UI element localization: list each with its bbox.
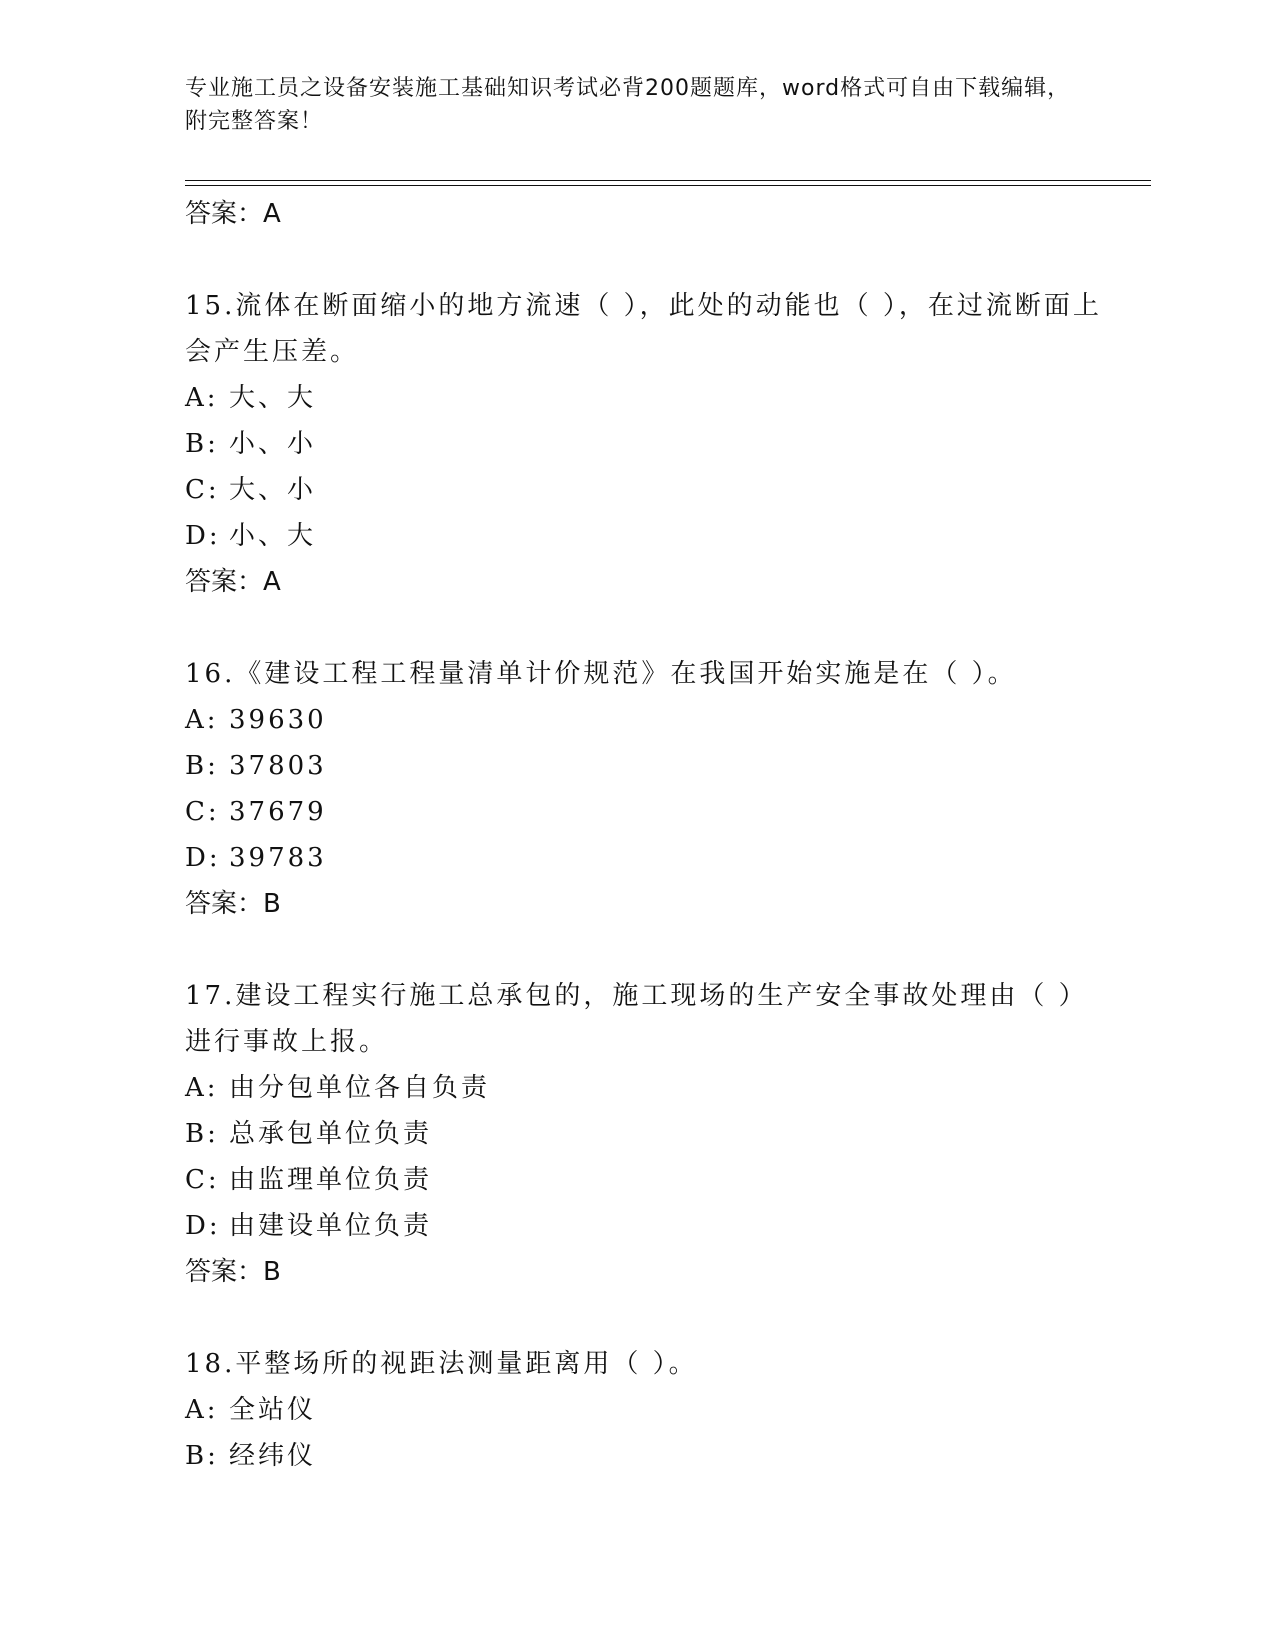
option-text: 小、小	[229, 429, 317, 459]
option-text: 由监理单位负责	[229, 1165, 433, 1195]
header-divider-bottom	[185, 185, 1151, 186]
option-c	[185, 789, 1115, 835]
question-stem: 17.建设工程实行施工总承包的，施工现场的生产安全事故处理由（ ）进行事故上报。	[185, 981, 1088, 1057]
option-d	[185, 513, 1115, 559]
option-text: 小、大	[229, 521, 317, 551]
option-c	[185, 467, 1115, 513]
option-d	[185, 1203, 1115, 1249]
question-15	[185, 283, 1115, 605]
option-a	[185, 697, 1115, 743]
option-text: 经纬仪	[229, 1441, 317, 1471]
question-stem: 15.流体在断面缩小的地方流速（ ），此处的动能也（ ），在过流断面上会产生压差。	[185, 291, 1102, 367]
option-b	[185, 743, 1115, 789]
option-key: D:	[185, 521, 221, 551]
answer-line: 答案：A	[185, 199, 281, 229]
option-text: 全站仪	[229, 1395, 317, 1425]
option-key: D:	[185, 843, 221, 873]
option-text: 由分包单位各自负责	[229, 1073, 491, 1103]
option-key: A:	[185, 383, 219, 413]
option-key: A:	[185, 1395, 219, 1425]
option-text: 总承包单位负责	[229, 1119, 433, 1149]
option-text: 37803	[229, 751, 327, 781]
question-stem: 18.平整场所的视距法测量距离用（ ）。	[185, 1349, 698, 1379]
question-18	[185, 1341, 1115, 1479]
option-a	[185, 1387, 1115, 1433]
option-key: B:	[185, 751, 219, 781]
option-key: B:	[185, 1119, 219, 1149]
answer-line: 答案：B	[185, 889, 281, 919]
option-b	[185, 1111, 1115, 1157]
option-key: B:	[185, 1441, 219, 1471]
option-text: 大、小	[229, 475, 317, 505]
option-key: B:	[185, 429, 219, 459]
option-text: 39630	[229, 705, 327, 735]
option-b	[185, 421, 1115, 467]
option-key: C:	[185, 1165, 220, 1195]
option-text: 由建设单位负责	[229, 1211, 433, 1241]
answer-line: 答案：A	[185, 567, 281, 597]
option-key: D:	[185, 1211, 221, 1241]
option-key: A:	[185, 705, 219, 735]
answer-line: 答案：B	[185, 1257, 281, 1287]
option-a	[185, 1065, 1115, 1111]
option-key: A:	[185, 1073, 219, 1103]
option-key: C:	[185, 475, 220, 505]
question-list	[185, 191, 1115, 1479]
question-16	[185, 651, 1115, 927]
question-17	[185, 973, 1115, 1295]
option-b	[185, 1433, 1115, 1479]
option-text: 39783	[229, 843, 327, 873]
option-key: C:	[185, 797, 220, 827]
header-divider-top	[185, 180, 1151, 181]
option-text: 37679	[229, 797, 327, 827]
option-d	[185, 835, 1115, 881]
option-a	[185, 375, 1115, 421]
document-header: 专业施工员之设备安装施工基础知识考试必背200题题库，word格式可自由下载编辑，附完整答案！	[185, 76, 1071, 134]
question-stem: 16.《建设工程工程量清单计价规范》在我国开始实施是在（ ）。	[185, 659, 1017, 689]
option-c	[185, 1157, 1115, 1203]
option-text: 大、大	[229, 383, 317, 413]
